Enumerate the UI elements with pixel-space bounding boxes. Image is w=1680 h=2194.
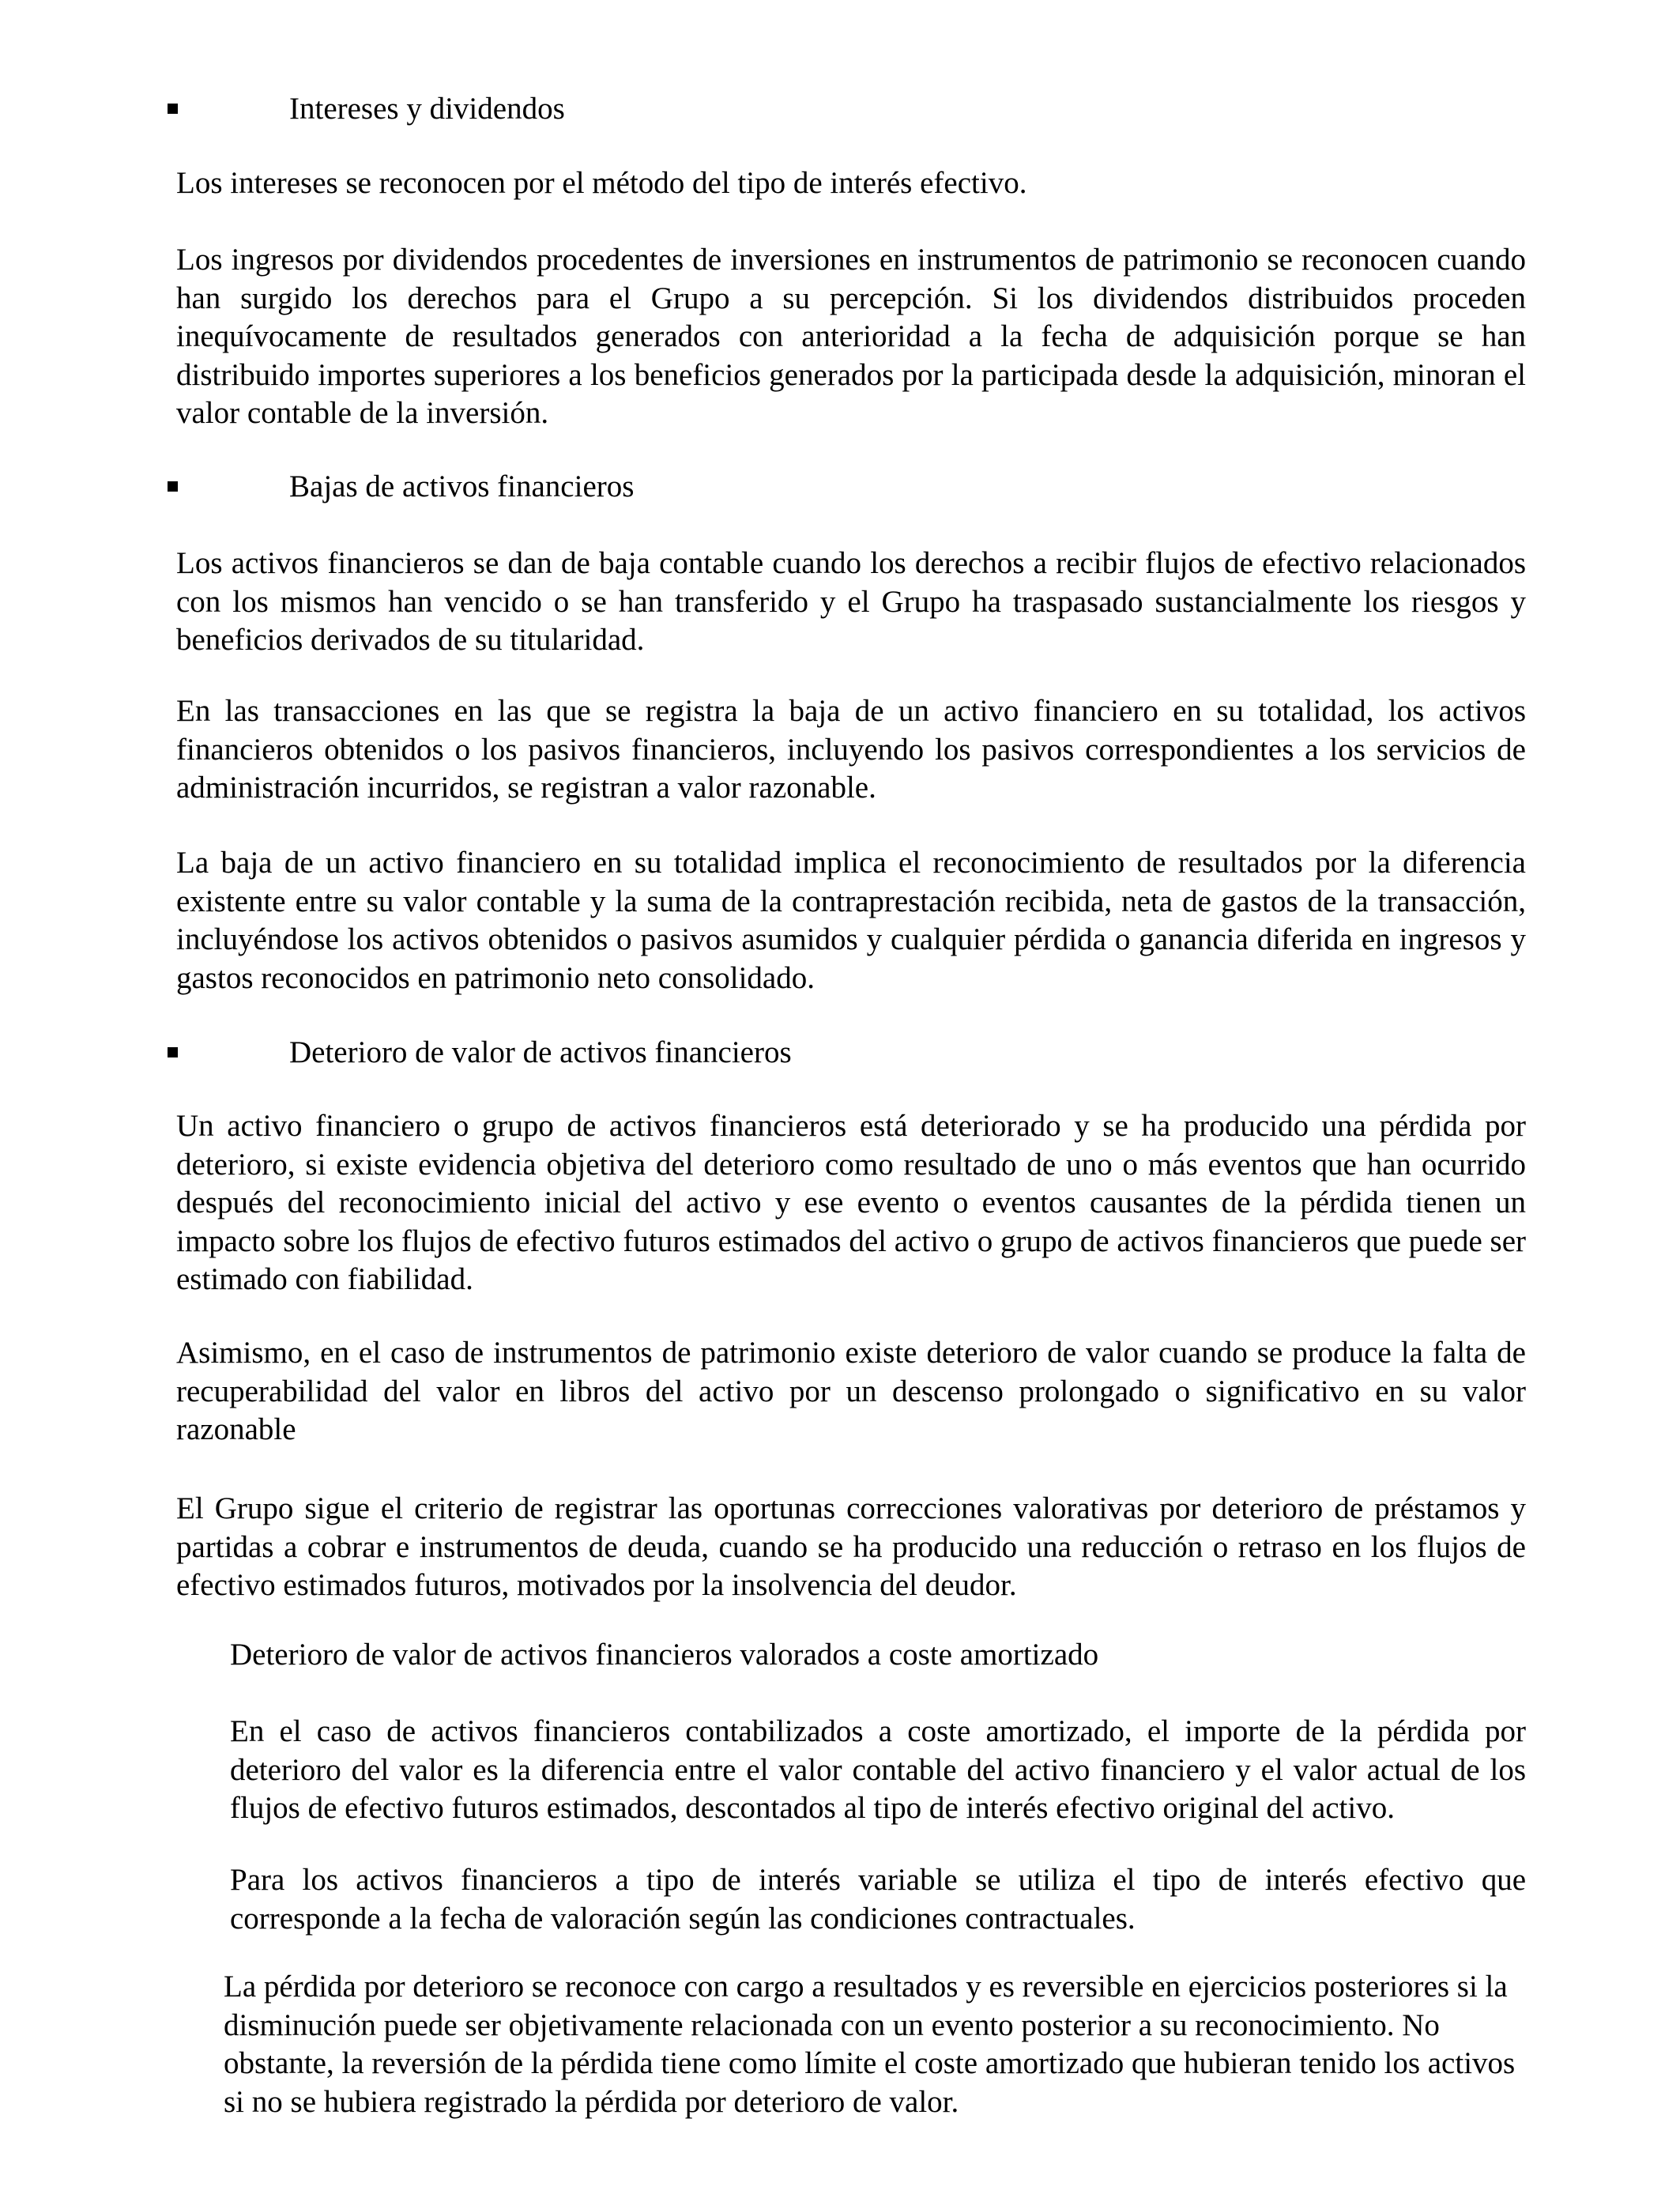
square-bullet-icon <box>168 1047 178 1057</box>
paragraph: En las transacciones en las que se registra la baja de un activo financiero en su totalidad, los activos financieros obtenidos o los pasivos financieros, incluyendo los pasivos correspondientes a los servicios de administración incurridos, se registran a valor razonable. <box>176 694 1526 805</box>
paragraph: Los ingresos por dividendos procedentes de inversiones en instrumentos de patrimonio se reconocen cuando han surgido los derechos para el Grupo a su percepción. Si los dividendos distribuidos proceden inequívocamente de resultados generados con anterioridad a la fecha de adquisición porque se han distribuido importes superiores a los beneficios generados por la participada desde la adquisición, minoran el valor contable de la inversión. <box>176 243 1526 430</box>
paragraph: Un activo financiero o grupo de activos financieros está deteriorado y se ha producido una pérdida por deterioro, si existe evidencia objetiva del deterioro como resultado de uno o más eventos que han ocurrido después del reconocimiento inicial del activo y ese evento o eventos causantes de la pérdida tienen un impacto sobre los flujos de efectivo futuros estimados del activo o grupo de activos financieros que puede ser estimado con fiabilidad. <box>176 1109 1526 1296</box>
paragraph: La baja de un activo financiero en su totalidad implica el reconocimiento de resultados por la diferencia existente entre su valor contable y la suma de la contraprestación recibida, neta de gastos de la transacción, incluyéndose los activos obtenidos o pasivos asumidos y cualquier pérdida o ganancia diferida en ingresos y gastos reconocidos en patrimonio neto consolidado. <box>176 846 1526 995</box>
heading-text: Bajas de activos financieros <box>289 469 635 503</box>
paragraph: En el caso de activos financieros contabilizados a coste amortizado, el importe de la pérdida por deterioro del valor es la diferencia entre el valor contable del activo financiero y el valor actual de los flujos de efectivo futuros estimados, descontados al tipo de interés efectivo original del activo. <box>230 1714 1526 1825</box>
square-bullet-icon <box>168 104 178 114</box>
paragraph: La pérdida por deterioro se reconoce con cargo a resultados y es reversible en ejercicios posteriores si la disminución puede ser objetivamente relacionada con un evento posterior a su reconocimiento. No obstante, la reversión de la pérdida tiene como límite el coste amortizado que hubieran tenido los activos si no se hubiera registrado la pérdida por deterioro de valor. <box>224 1970 1516 2119</box>
paragraph: Los intereses se reconocen por el método del tipo de interés efectivo. <box>176 166 1027 200</box>
paragraph: Para los activos financieros a tipo de interés variable se utiliza el tipo de interés efectivo que corresponde a la fecha de valoración según las condiciones contractuales. <box>230 1863 1526 1936</box>
paragraph: Los activos financieros se dan de baja contable cuando los derechos a recibir flujos de efectivo relacionados con los mismos han vencido o se han transferido y el Grupo ha traspasado sustancialmente los riesgos y beneficios derivados de su titularidad. <box>176 546 1526 657</box>
square-bullet-icon <box>168 481 178 492</box>
heading-text: Deterioro de valor de activos financieros <box>289 1035 792 1069</box>
subsection-heading: Deterioro de valor de activos financieros valorados a coste amortizado <box>230 1638 1099 1672</box>
heading-text: Intereses y dividendos <box>289 92 565 126</box>
paragraph: El Grupo sigue el criterio de registrar las oportunas correcciones valorativas por deterioro de préstamos y partidas a cobrar e instrumentos de deuda, cuando se ha producido una reducción o retraso en los flujos de efectivo estimados futuros, motivados por la insolvencia del deudor. <box>176 1491 1526 1602</box>
paragraph: Asimismo, en el caso de instrumentos de patrimonio existe deterioro de valor cuando se produce la falta de recuperabilidad del valor en libros del activo por un descenso prolongado o significativo en su valor razonable <box>176 1336 1526 1446</box>
